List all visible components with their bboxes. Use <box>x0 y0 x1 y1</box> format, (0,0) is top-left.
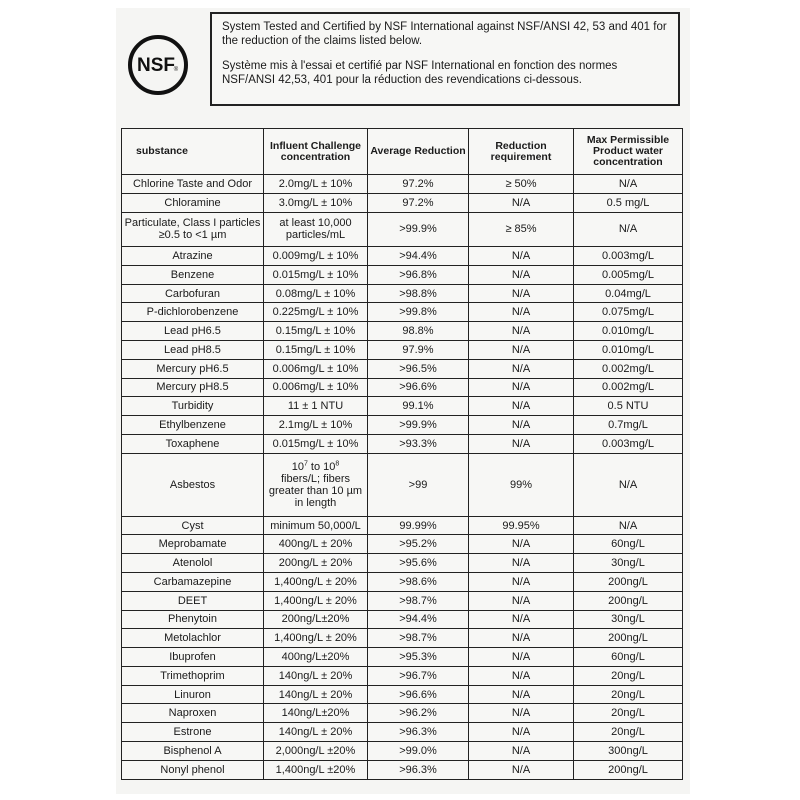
table-row <box>122 535 683 554</box>
cell-influent: 1,400ng/L ±20% <box>264 760 368 779</box>
table-row <box>122 434 683 453</box>
cell-substance: Meprobamate <box>122 535 264 554</box>
cell-substance: Mercury pH6.5 <box>122 359 264 378</box>
cell-substance: DEET <box>122 591 264 610</box>
cell-max: 300ng/L <box>574 742 683 761</box>
cell-influent: 2,000ng/L ±20% <box>264 742 368 761</box>
cell-average: >96.3% <box>368 760 469 779</box>
table-row <box>122 760 683 779</box>
table-row <box>122 212 683 247</box>
cell-substance: Benzene <box>122 265 264 284</box>
cell-max: N/A <box>574 175 683 194</box>
cell-requirement: N/A <box>469 359 574 378</box>
cell-requirement: N/A <box>469 434 574 453</box>
cell-requirement: N/A <box>469 397 574 416</box>
cell-average: >99.9% <box>368 416 469 435</box>
cell-influent: 200ng/L±20% <box>264 610 368 629</box>
cell-substance: Atenolol <box>122 554 264 573</box>
cell-max: 0.002mg/L <box>574 359 683 378</box>
cell-max: 200ng/L <box>574 629 683 648</box>
cell-requirement: N/A <box>469 265 574 284</box>
table-row <box>122 554 683 573</box>
cell-influent: 0.08mg/L ± 10% <box>264 284 368 303</box>
cell-requirement: N/A <box>469 378 574 397</box>
cell-substance: Chlorine Taste and Odor <box>122 175 264 194</box>
cell-requirement: 99.95% <box>469 516 574 535</box>
cell-requirement: N/A <box>469 573 574 592</box>
cell-requirement: N/A <box>469 554 574 573</box>
cell-influent: 0.006mg/L ± 10% <box>264 359 368 378</box>
cell-max: 0.003mg/L <box>574 434 683 453</box>
cell-average: 97.9% <box>368 341 469 360</box>
cell-substance: Trimethoprim <box>122 666 264 685</box>
table-row <box>122 265 683 284</box>
registered-mark: ® <box>173 67 179 73</box>
cell-average: >99.8% <box>368 303 469 322</box>
table-row <box>122 247 683 266</box>
table-row <box>122 666 683 685</box>
cell-average: >96.3% <box>368 723 469 742</box>
cell-substance: Toxaphene <box>122 434 264 453</box>
cell-influent: 0.15mg/L ± 10% <box>264 341 368 360</box>
cell-substance: Turbidity <box>122 397 264 416</box>
cell-substance: Asbestos <box>122 453 264 516</box>
table-row <box>122 284 683 303</box>
table-row <box>122 453 683 516</box>
cell-average: >95.2% <box>368 535 469 554</box>
cell-influent: 2.0mg/L ± 10% <box>264 175 368 194</box>
cell-influent: 0.225mg/L ± 10% <box>264 303 368 322</box>
cell-requirement: N/A <box>469 193 574 212</box>
cell-average: 97.2% <box>368 193 469 212</box>
cell-substance: Carbamazepine <box>122 573 264 592</box>
cell-average: >99.9% <box>368 212 469 247</box>
cell-influent: 11 ± 1 NTU <box>264 397 368 416</box>
table-row <box>122 378 683 397</box>
table-row <box>122 591 683 610</box>
cell-average: 97.2% <box>368 175 469 194</box>
cell-max: 60ng/L <box>574 648 683 667</box>
table-row <box>122 175 683 194</box>
table-row <box>122 303 683 322</box>
cell-influent <box>264 453 368 516</box>
cell-max: 20ng/L <box>574 723 683 742</box>
cell-average: >96.8% <box>368 265 469 284</box>
cell-requirement: N/A <box>469 704 574 723</box>
cell-influent: 1,400ng/L ± 20% <box>264 629 368 648</box>
cell-substance: Lead pH6.5 <box>122 322 264 341</box>
cell-substance: Carbofuran <box>122 284 264 303</box>
cell-average: >96.7% <box>368 666 469 685</box>
table-body <box>122 175 683 780</box>
influent-exponent-high: 8 <box>335 460 340 468</box>
cell-max: 0.075mg/L <box>574 303 683 322</box>
cell-average: >96.2% <box>368 704 469 723</box>
cell-influent: 2.1mg/L ± 10% <box>264 416 368 435</box>
cell-max: 0.5 NTU <box>574 397 683 416</box>
cell-substance: Ethylbenzene <box>122 416 264 435</box>
cell-max: 200ng/L <box>574 760 683 779</box>
cell-average: >95.6% <box>368 554 469 573</box>
cell-requirement: N/A <box>469 303 574 322</box>
cell-max: 20ng/L <box>574 685 683 704</box>
table-row <box>122 629 683 648</box>
cell-influent: 0.15mg/L ± 10% <box>264 322 368 341</box>
cell-influent: 0.015mg/L ± 10% <box>264 265 368 284</box>
cell-influent: 0.006mg/L ± 10% <box>264 378 368 397</box>
cell-requirement: N/A <box>469 685 574 704</box>
cell-influent: 400ng/L±20% <box>264 648 368 667</box>
cell-substance: Mercury pH8.5 <box>122 378 264 397</box>
cell-max: 0.010mg/L <box>574 341 683 360</box>
cell-max: 0.003mg/L <box>574 247 683 266</box>
table-row <box>122 397 683 416</box>
cell-requirement: N/A <box>469 610 574 629</box>
cell-max: 30ng/L <box>574 554 683 573</box>
cell-requirement: N/A <box>469 666 574 685</box>
cell-requirement: N/A <box>469 742 574 761</box>
influent-description: fibers/L; fibers greater than 10 µm in length <box>268 472 363 509</box>
cell-requirement: N/A <box>469 284 574 303</box>
cell-max: 0.5 mg/L <box>574 193 683 212</box>
cell-max: 200ng/L <box>574 591 683 610</box>
cell-average: 99.99% <box>368 516 469 535</box>
cell-substance: Ibuprofen <box>122 648 264 667</box>
cell-influent: 1,400ng/L ± 20% <box>264 591 368 610</box>
nsf-logo <box>127 34 189 96</box>
cell-substance: Estrone <box>122 723 264 742</box>
cell-substance: Atrazine <box>122 247 264 266</box>
table-row <box>122 341 683 360</box>
table-row <box>122 648 683 667</box>
cell-average: >94.4% <box>368 610 469 629</box>
cell-max: 200ng/L <box>574 573 683 592</box>
cell-influent: 0.009mg/L ± 10% <box>264 247 368 266</box>
cell-requirement: ≥ 50% <box>469 175 574 194</box>
cell-max: 0.04mg/L <box>574 284 683 303</box>
cell-influent: 140ng/L±20% <box>264 704 368 723</box>
cell-substance: Metolachlor <box>122 629 264 648</box>
cell-influent: at least 10,000 particles/mL <box>264 212 368 247</box>
cell-max: 0.7mg/L <box>574 416 683 435</box>
cell-average: >95.3% <box>368 648 469 667</box>
header-influent: Influent Challenge concentration <box>264 129 368 175</box>
header-average-reduction: Average Reduction <box>368 129 469 175</box>
cell-max: N/A <box>574 453 683 516</box>
cell-requirement: N/A <box>469 723 574 742</box>
certification-notice <box>210 12 680 106</box>
cell-average: >93.3% <box>368 434 469 453</box>
cell-requirement: N/A <box>469 322 574 341</box>
cell-max: 0.002mg/L <box>574 378 683 397</box>
cell-average: >94.4% <box>368 247 469 266</box>
cell-max: 60ng/L <box>574 535 683 554</box>
table-row <box>122 359 683 378</box>
cell-substance: Particulate, Class I particles ≥0.5 to <1 µm <box>122 212 264 247</box>
influent-base: 10 <box>291 460 304 473</box>
cell-average: >98.6% <box>368 573 469 592</box>
header-reduction-requirement: Reduction requirement <box>469 129 574 175</box>
cell-max: N/A <box>574 212 683 247</box>
cell-requirement: ≥ 85% <box>469 212 574 247</box>
cell-influent: 200ng/L ± 20% <box>264 554 368 573</box>
cell-substance: Cyst <box>122 516 264 535</box>
cell-influent: 400ng/L ± 20% <box>264 535 368 554</box>
cell-average: >96.6% <box>368 378 469 397</box>
cell-influent: 140ng/L ± 20% <box>264 666 368 685</box>
cell-substance: Nonyl phenol <box>122 760 264 779</box>
cell-requirement: N/A <box>469 535 574 554</box>
cell-max: N/A <box>574 516 683 535</box>
cell-influent: 0.015mg/L ± 10% <box>264 434 368 453</box>
table-header-row <box>122 129 683 175</box>
cell-max: 0.010mg/L <box>574 322 683 341</box>
cell-max: 20ng/L <box>574 704 683 723</box>
influent-exponent-low: 7 <box>303 460 308 468</box>
cell-requirement: N/A <box>469 416 574 435</box>
cell-influent: minimum 50,000/L <box>264 516 368 535</box>
cell-substance: Chloramine <box>122 193 264 212</box>
table-row <box>122 704 683 723</box>
cell-average: >98.7% <box>368 591 469 610</box>
table-row <box>122 193 683 212</box>
cell-average: >96.5% <box>368 359 469 378</box>
cell-average: >98.8% <box>368 284 469 303</box>
table-row <box>122 322 683 341</box>
cell-average: 99.1% <box>368 397 469 416</box>
table-row <box>122 416 683 435</box>
cell-substance: Linuron <box>122 685 264 704</box>
reduction-claims-table <box>121 128 683 780</box>
cell-requirement: N/A <box>469 591 574 610</box>
cell-requirement: 99% <box>469 453 574 516</box>
table-row <box>122 516 683 535</box>
cell-requirement: N/A <box>469 629 574 648</box>
table-row <box>122 723 683 742</box>
certification-text-english: System Tested and Certified by NSF International against NSF/ANSI 42, 53 and 401 for the reduction of the claims listed below. <box>222 21 667 47</box>
cell-average: >98.7% <box>368 629 469 648</box>
table-row <box>122 742 683 761</box>
cell-requirement: N/A <box>469 247 574 266</box>
cell-substance: Phenytoin <box>122 610 264 629</box>
table-row <box>122 573 683 592</box>
cell-substance: Naproxen <box>122 704 264 723</box>
cell-average: >99 <box>368 453 469 516</box>
cell-influent: 140ng/L ± 20% <box>264 723 368 742</box>
cell-average: >99.0% <box>368 742 469 761</box>
cell-requirement: N/A <box>469 341 574 360</box>
logo-text: NSF <box>137 55 175 76</box>
table-row <box>122 610 683 629</box>
cell-max: 30ng/L <box>574 610 683 629</box>
cell-average: >96.6% <box>368 685 469 704</box>
header-substance: substance <box>122 129 264 175</box>
header-max-permissible: Max Permissible Product water concentration <box>574 129 683 175</box>
cell-influent: 140ng/L ± 20% <box>264 685 368 704</box>
cell-influent: 1,400ng/L ± 20% <box>264 573 368 592</box>
table-row <box>122 685 683 704</box>
cell-substance: Lead pH8.5 <box>122 341 264 360</box>
cell-substance: Bisphenol A <box>122 742 264 761</box>
cell-max: 0.005mg/L <box>574 265 683 284</box>
cell-influent: 3.0mg/L ± 10% <box>264 193 368 212</box>
cell-requirement: N/A <box>469 648 574 667</box>
influent-range-text: to 10 <box>307 460 336 473</box>
cell-max: 20ng/L <box>574 666 683 685</box>
cell-average: 98.8% <box>368 322 469 341</box>
cell-substance: P-dichlorobenzene <box>122 303 264 322</box>
cell-requirement: N/A <box>469 760 574 779</box>
certification-text-french: Système mis à l'essai et certifié par NSF International en fonction des normes NSF/ANSI 42,53, 401 pour la réduction des revendications ci-dessous. <box>222 60 618 86</box>
